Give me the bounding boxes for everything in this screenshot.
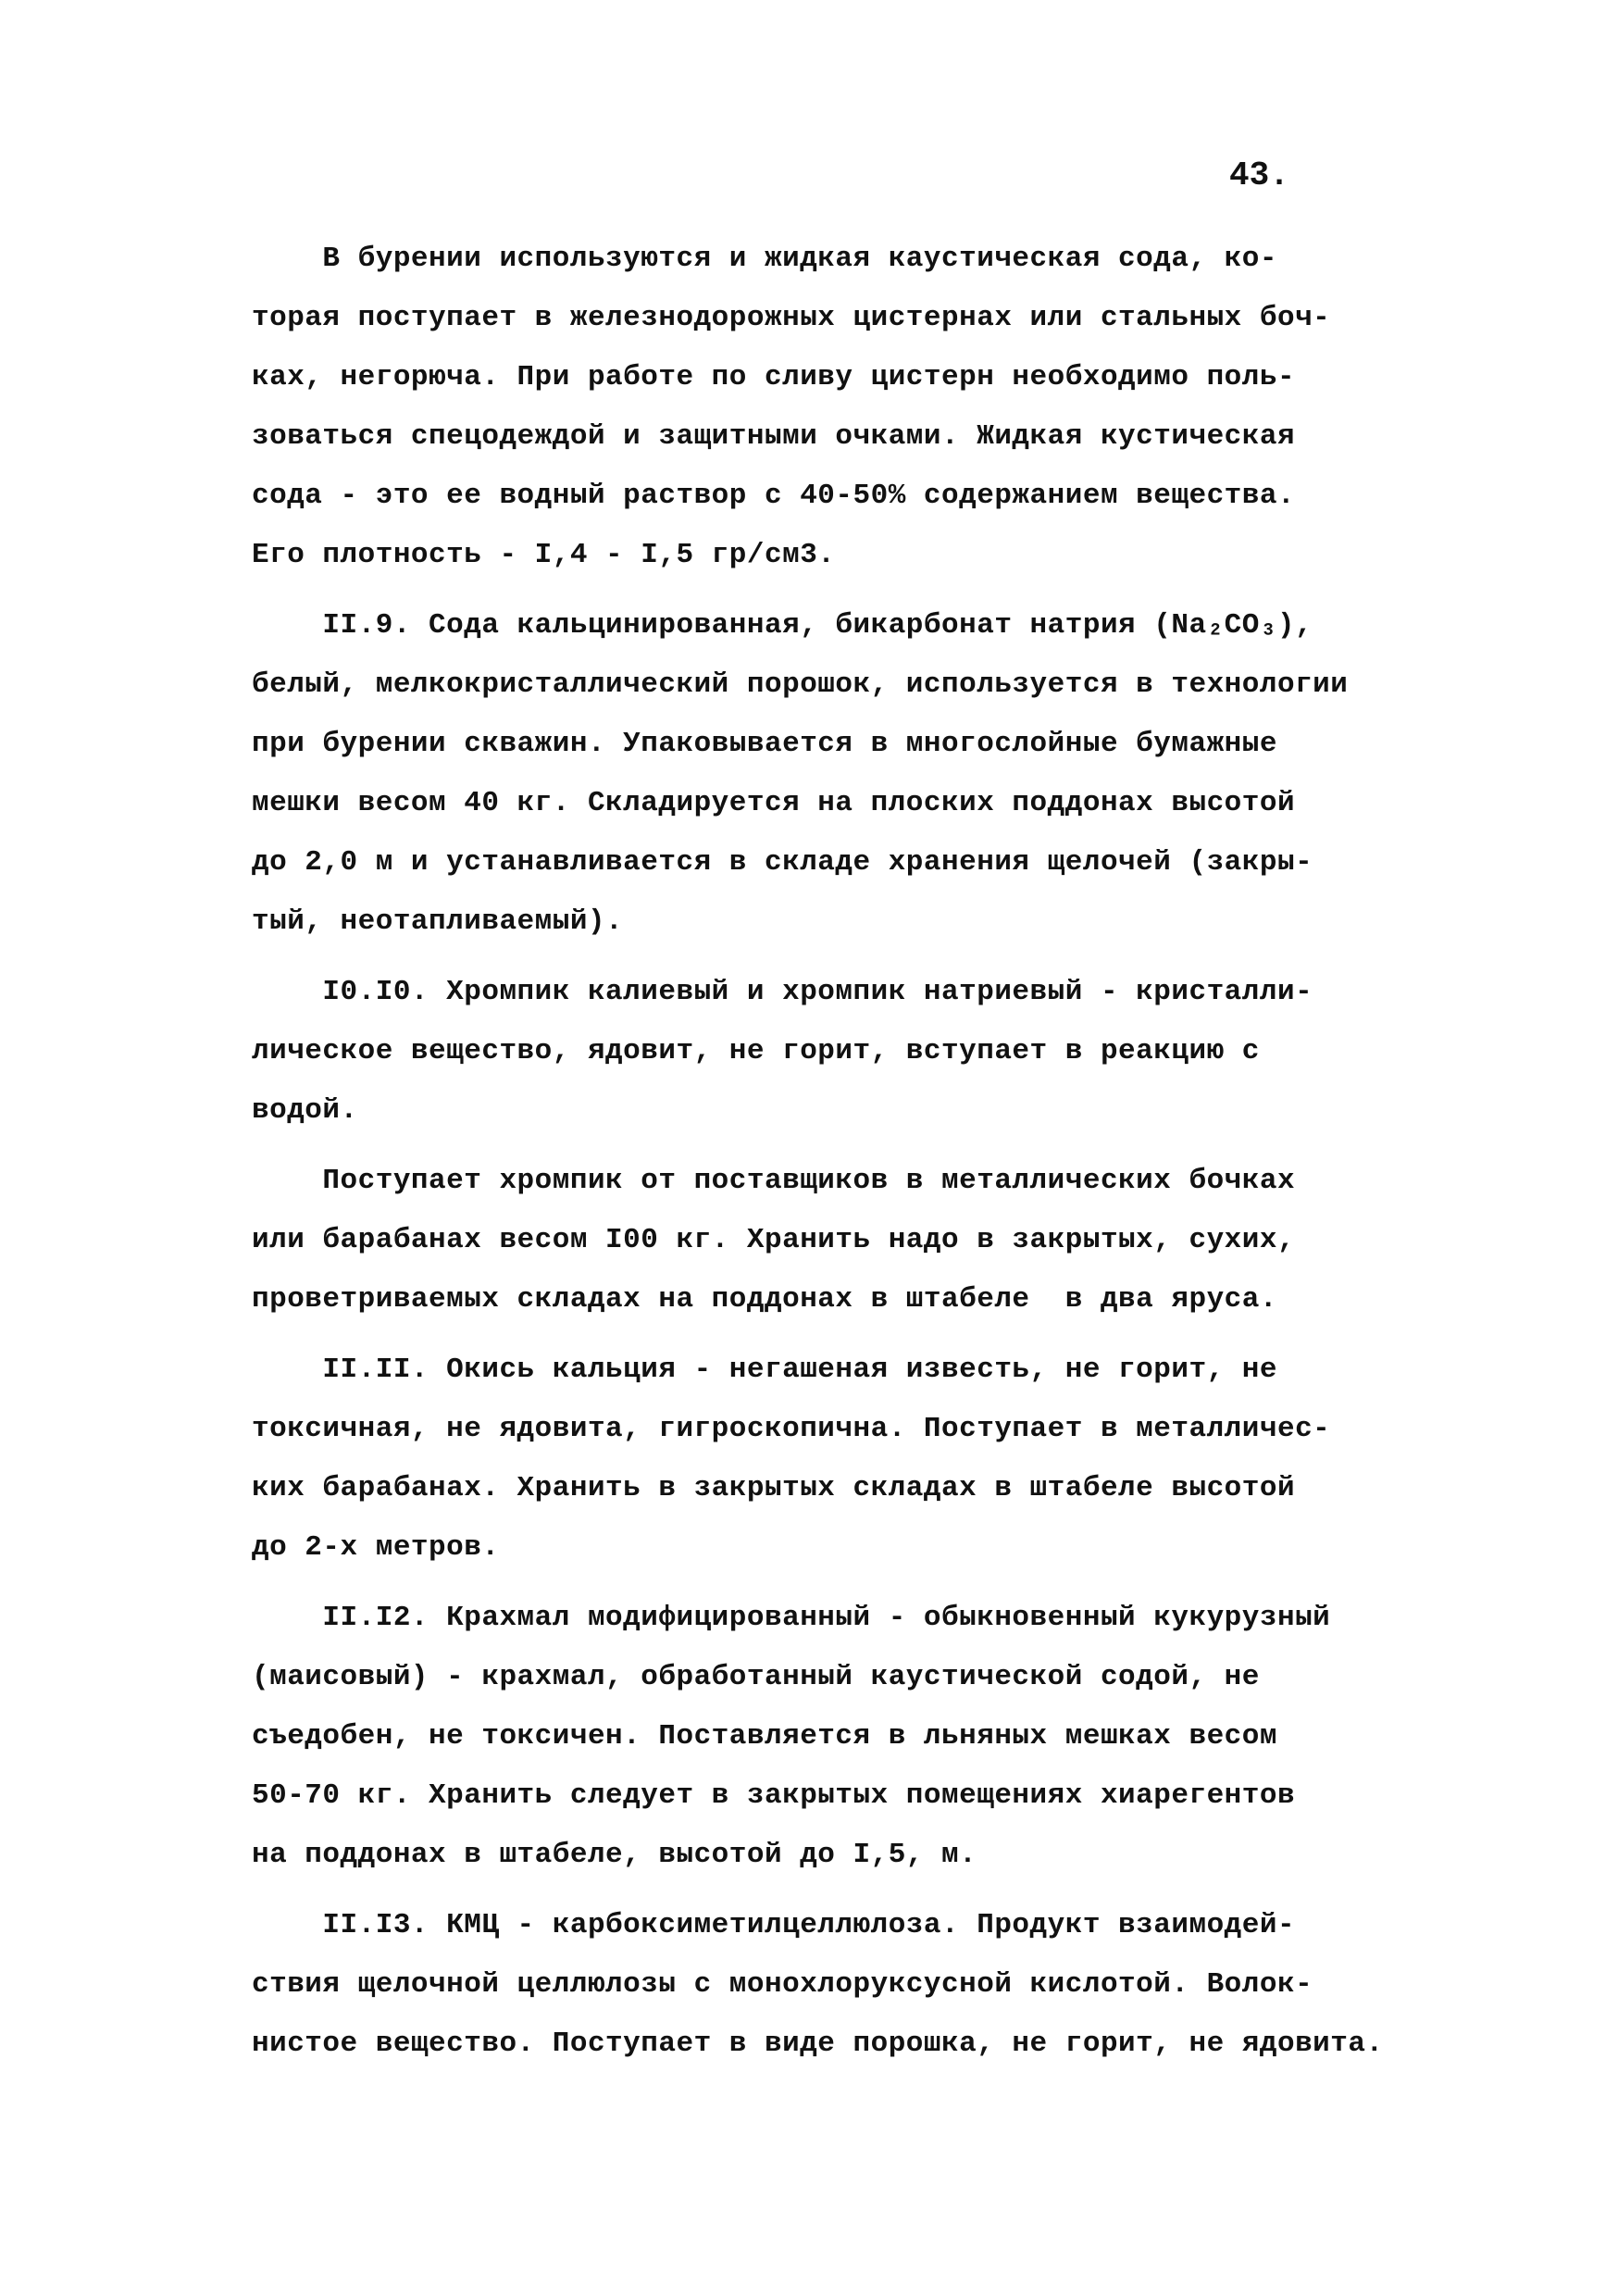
text-line: торая поступает в железнодорожных цистернах или стальных боч- [252,302,1331,334]
paragraph-chrome-peak-storage [252,1152,1409,1329]
paragraph-caustic-soda [252,230,1409,585]
paragraph-cmc [252,1896,1409,2074]
text-line: II.I2. Крахмал модифицированный - обыкновенный кукурузный [252,1602,1331,1634]
paragraph-soda-ash [252,596,1409,952]
text-line: Поступает хромпик от поставщиков в металлических бочках [252,1165,1296,1197]
text-line: водой. [252,1094,358,1127]
text-line: токсичная, не ядовита, гигроскопична. Поступает в металличес- [252,1413,1331,1445]
paragraph-modified-starch [252,1589,1409,1885]
text-line: В бурении используются и жидкая каустическая сода, ко- [252,243,1277,275]
text-line: до 2,0 м и устанавливается в складе хранения щелочей (закры- [252,846,1313,879]
text-line: лическое вещество, ядовит, не горит, вступает в реакцию с [252,1035,1260,1067]
text-line: при бурении скважин. Упаковывается в многослойные бумажные [252,728,1277,760]
paragraph-chrome-peak [252,963,1409,1141]
text-line: проветриваемых складах на поддонах в штабеле в два яруса. [252,1283,1277,1316]
text-line: до 2-х метров. [252,1531,500,1564]
text-line: ствия щелочной целлюлозы с монохлоруксусной кислотой. Волок- [252,1968,1313,2001]
text-line: белый, мелкокристаллический порошок, используется в технологии [252,668,1349,701]
text-line: II.I3. КМЦ - карбоксиметилцеллюлоза. Продукт взаимодей- [252,1909,1296,1941]
text-line: съедобен, не токсичен. Поставляется в льняных мешках весом [252,1720,1277,1753]
text-line: тый, неотапливаемый). [252,905,624,938]
text-line: II.II. Окись кальция - негашеная известь, не горит, не [252,1354,1277,1386]
text-line: (маисовый) - крахмал, обработанный каустической содой, не [252,1661,1260,1693]
text-line: мешки весом 40 кг. Складируется на плоских поддонах высотой [252,787,1296,819]
text-line: ких барабанах. Хранить в закрытых складах в штабеле высотой [252,1472,1296,1504]
text-line: нистое вещество. Поступает в виде порошка, не горит, не ядовита. [252,2028,1384,2060]
page-number: 43. [1229,156,1289,194]
text-line: сода - это ее водный раствор с 40-50% содержанием вещества. [252,480,1296,512]
text-line: зоваться спецодеждой и защитными очками. Жидкая кустическая [252,420,1296,453]
text-line: 50-70 кг. Хранить следует в закрытых помещениях хиарегентов [252,1779,1296,1812]
text-line: или барабанах весом I00 кг. Хранить надо в закрытых, сухих, [252,1224,1296,1256]
text-line: ках, негорюча. При работе по сливу цистерн необходимо поль- [252,361,1296,393]
text-line: на поддонах в штабеле, высотой до I,5, м. [252,1839,977,1871]
text-line: I0.I0. Хромпик калиевый и хромпик натриевый - кристалли- [252,976,1313,1008]
text-line: Его плотность - I,4 - I,5 гр/см3. [252,539,836,571]
text-line: II.9. Сода кальцинированная, бикарбонат натрия (Na₂CO₃), [252,609,1313,642]
paragraph-calcium-oxide [252,1341,1409,1578]
document-body [252,230,1409,2074]
